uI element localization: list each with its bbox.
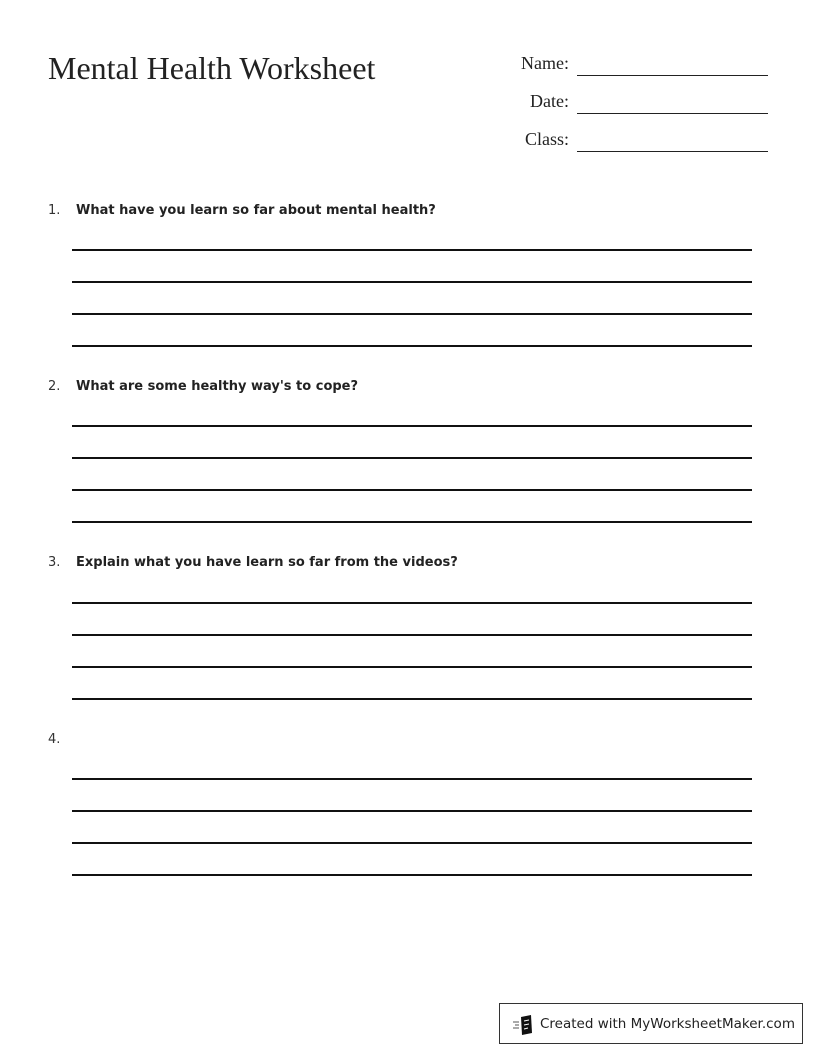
date-field[interactable] xyxy=(480,91,768,115)
answer-line[interactable] xyxy=(72,281,752,283)
class-field[interactable] xyxy=(480,129,768,153)
date-label: Date: xyxy=(530,91,569,111)
date-line[interactable] xyxy=(577,113,768,114)
footer-text: Created with MyWorksheetMaker.com xyxy=(540,1016,795,1032)
name-label: Name: xyxy=(521,53,569,73)
class-line[interactable] xyxy=(577,151,768,152)
answer-line[interactable] xyxy=(72,521,752,523)
answer-line[interactable] xyxy=(72,698,752,700)
question-number: 1. xyxy=(48,203,61,218)
answer-line[interactable] xyxy=(72,634,752,636)
question-number: 2. xyxy=(48,379,61,394)
page-title: Mental Health Worksheet xyxy=(48,50,376,86)
question-text: Explain what you have learn so far from the videos? xyxy=(76,555,458,570)
answer-line[interactable] xyxy=(72,602,752,604)
name-line[interactable] xyxy=(577,75,768,76)
answer-line[interactable] xyxy=(72,489,752,491)
answer-line[interactable] xyxy=(72,874,752,876)
question-number: 4. xyxy=(48,732,61,747)
question-2 xyxy=(0,379,816,529)
footer-credit[interactable] xyxy=(499,1003,803,1044)
answer-line[interactable] xyxy=(72,345,752,347)
class-label: Class: xyxy=(524,129,569,149)
worksheet-maker-logo-icon xyxy=(512,1015,534,1035)
name-field[interactable] xyxy=(480,53,768,77)
question-4 xyxy=(0,732,816,882)
question-text: What have you learn so far about mental health? xyxy=(76,203,436,218)
answer-line[interactable] xyxy=(72,810,752,812)
question-3 xyxy=(0,555,816,705)
question-number: 3. xyxy=(48,555,61,570)
answer-line[interactable] xyxy=(72,666,752,668)
answer-line[interactable] xyxy=(72,778,752,780)
question-1 xyxy=(0,203,816,353)
question-text: What are some healthy way's to cope? xyxy=(76,379,359,394)
answer-line[interactable] xyxy=(72,842,752,844)
answer-line[interactable] xyxy=(72,425,752,427)
answer-line[interactable] xyxy=(72,313,752,315)
answer-line[interactable] xyxy=(72,249,752,251)
answer-line[interactable] xyxy=(72,457,752,459)
